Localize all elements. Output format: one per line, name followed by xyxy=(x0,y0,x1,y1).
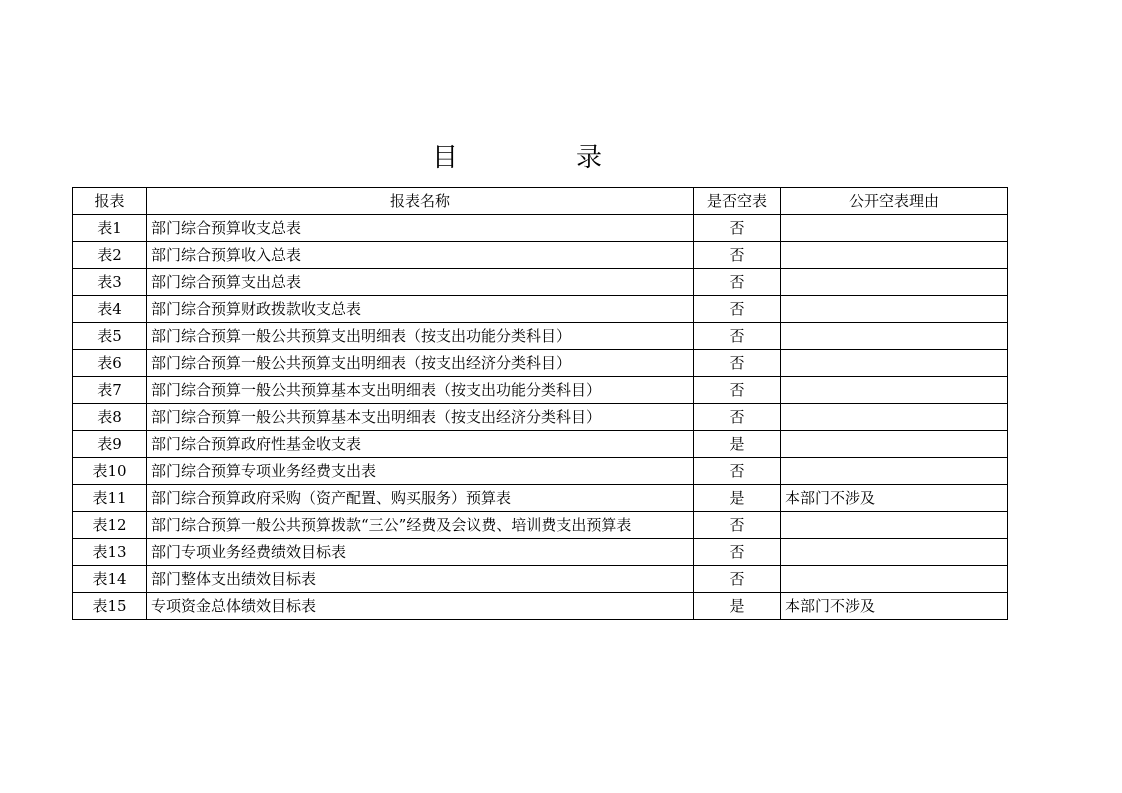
cell-is-empty: 否 xyxy=(694,215,781,242)
cell-is-empty: 是 xyxy=(694,485,781,512)
cell-empty-reason xyxy=(781,323,1008,350)
cell-report-no: 表6 xyxy=(73,350,147,377)
table-row xyxy=(73,350,1008,377)
cell-report-no: 表12 xyxy=(73,512,147,539)
cell-is-empty: 否 xyxy=(694,296,781,323)
cell-report-no: 表15 xyxy=(73,593,147,620)
header-report-name: 报表名称 xyxy=(147,188,694,215)
cell-is-empty: 是 xyxy=(694,431,781,458)
cell-report-no: 表11 xyxy=(73,485,147,512)
cell-empty-reason xyxy=(781,269,1008,296)
header-report-no: 报表 xyxy=(73,188,147,215)
cell-is-empty: 否 xyxy=(694,404,781,431)
cell-report-name: 部门综合预算收入总表 xyxy=(147,242,694,269)
cell-empty-reason: 本部门不涉及 xyxy=(781,485,1008,512)
cell-report-name: 部门综合预算一般公共预算支出明细表（按支出功能分类科目） xyxy=(147,323,694,350)
table-row xyxy=(73,539,1008,566)
table-row xyxy=(73,269,1008,296)
cell-is-empty: 否 xyxy=(694,539,781,566)
cell-is-empty: 否 xyxy=(694,350,781,377)
cell-report-name: 部门综合预算一般公共预算基本支出明细表（按支出功能分类科目） xyxy=(147,377,694,404)
cell-report-no: 表14 xyxy=(73,566,147,593)
cell-report-no: 表7 xyxy=(73,377,147,404)
cell-empty-reason xyxy=(781,458,1008,485)
table-row xyxy=(73,242,1008,269)
cell-report-name: 部门综合预算支出总表 xyxy=(147,269,694,296)
table-row xyxy=(73,512,1008,539)
table-row xyxy=(73,485,1008,512)
table-row xyxy=(73,566,1008,593)
cell-report-no: 表3 xyxy=(73,269,147,296)
page-title: 目 录 xyxy=(431,143,648,173)
cell-report-no: 表8 xyxy=(73,404,147,431)
cell-report-no: 表4 xyxy=(73,296,147,323)
cell-empty-reason xyxy=(781,377,1008,404)
cell-report-name: 专项资金总体绩效目标表 xyxy=(147,593,694,620)
table-row xyxy=(73,215,1008,242)
cell-is-empty: 否 xyxy=(694,566,781,593)
cell-report-no: 表2 xyxy=(73,242,147,269)
cell-is-empty: 是 xyxy=(694,593,781,620)
cell-report-name: 部门综合预算专项业务经费支出表 xyxy=(147,458,694,485)
cell-empty-reason xyxy=(781,215,1008,242)
cell-report-no: 表5 xyxy=(73,323,147,350)
cell-report-name: 部门专项业务经费绩效目标表 xyxy=(147,539,694,566)
cell-empty-reason xyxy=(781,296,1008,323)
cell-is-empty: 否 xyxy=(694,458,781,485)
cell-report-no: 表9 xyxy=(73,431,147,458)
table-row xyxy=(73,431,1008,458)
cell-empty-reason xyxy=(781,512,1008,539)
cell-report-name: 部门综合预算政府性基金收支表 xyxy=(147,431,694,458)
cell-report-name: 部门整体支出绩效目标表 xyxy=(147,566,694,593)
table-header-row xyxy=(73,188,1008,215)
cell-empty-reason: 本部门不涉及 xyxy=(781,593,1008,620)
header-is-empty: 是否空表 xyxy=(694,188,781,215)
cell-empty-reason xyxy=(781,566,1008,593)
cell-empty-reason xyxy=(781,539,1008,566)
table-row xyxy=(73,377,1008,404)
cell-is-empty: 否 xyxy=(694,512,781,539)
toc-table xyxy=(72,187,1008,620)
cell-report-name: 部门综合预算政府采购（资产配置、购买服务）预算表 xyxy=(147,485,694,512)
cell-empty-reason xyxy=(781,404,1008,431)
cell-report-no: 表1 xyxy=(73,215,147,242)
cell-report-name: 部门综合预算一般公共预算拨款“三公”经费及会议费、培训费支出预算表 xyxy=(147,512,694,539)
cell-empty-reason xyxy=(781,350,1008,377)
cell-is-empty: 否 xyxy=(694,242,781,269)
cell-report-name: 部门综合预算财政拨款收支总表 xyxy=(147,296,694,323)
header-empty-reason: 公开空表理由 xyxy=(781,188,1008,215)
cell-is-empty: 否 xyxy=(694,269,781,296)
cell-report-no: 表10 xyxy=(73,458,147,485)
table-row xyxy=(73,593,1008,620)
cell-report-name: 部门综合预算一般公共预算基本支出明细表（按支出经济分类科目） xyxy=(147,404,694,431)
cell-report-name: 部门综合预算一般公共预算支出明细表（按支出经济分类科目） xyxy=(147,350,694,377)
table-row xyxy=(73,296,1008,323)
table-row xyxy=(73,458,1008,485)
cell-report-name: 部门综合预算收支总表 xyxy=(147,215,694,242)
table-row xyxy=(73,323,1008,350)
cell-report-no: 表13 xyxy=(73,539,147,566)
cell-is-empty: 否 xyxy=(694,377,781,404)
table-row xyxy=(73,404,1008,431)
cell-is-empty: 否 xyxy=(694,323,781,350)
cell-empty-reason xyxy=(781,242,1008,269)
cell-empty-reason xyxy=(781,431,1008,458)
